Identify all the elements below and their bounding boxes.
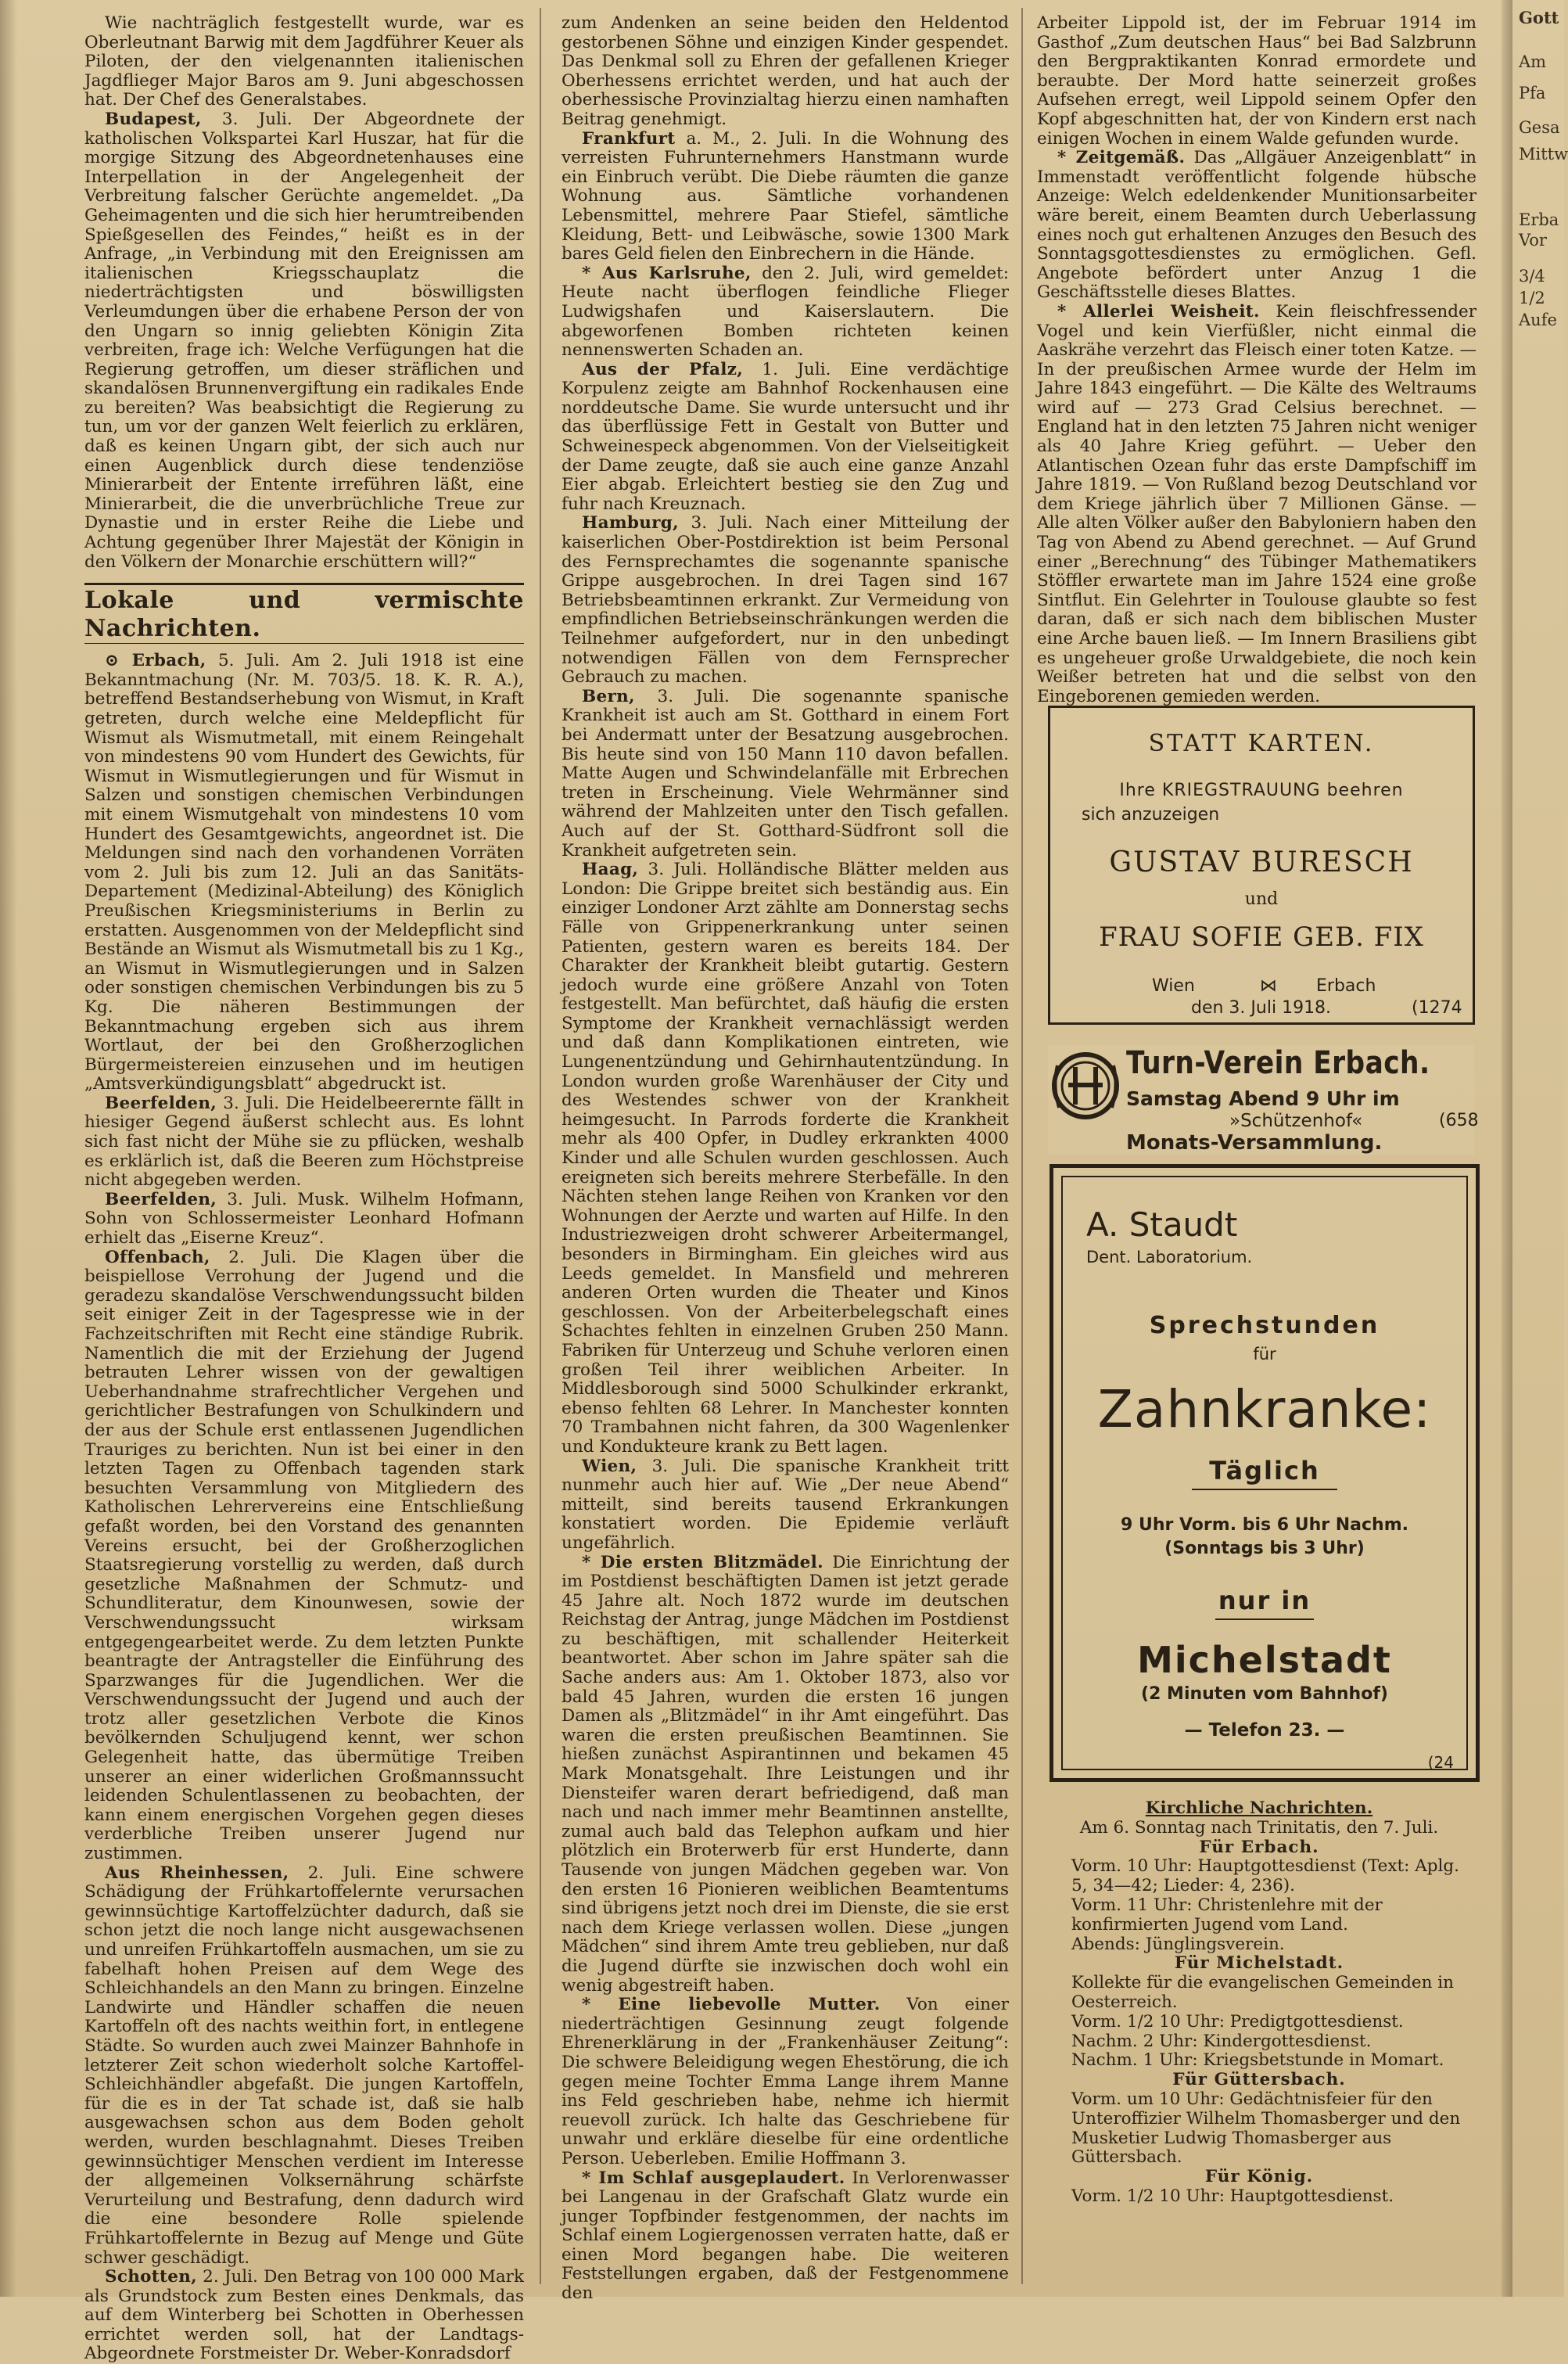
article-text: 2. Juli. Eine schwere Schädigung der Frühkartoffelernte verursachen gewinnsüchtige Kartoffelzüchter dadurch, daß sie schon jetzt die noch lange nicht ausgewachsenen und unreifen Frühkartoffeln ausmachen, um sie zu fabelhaft hohen Preisen auf dem Wege des Schleichhandels an den Mann zu bringen. Einzelne Landwirte und Händler schaffen die neuen Kartoffeln oft des nachts weithin fort, in entlegene Städte. So wurden auch zwei Mainzer Bahnhofe in letzterer Zeit schon wiederholt solche Kartoffel-Schleichhändler abgefaßt. Die jungen Kartoffeln, für die es in der Tat schade ist, daß sie halb ausgewachsen schon aus dem Boden geholt werden, wurden beschlagnahmt. Dieses Treiben gewinnsüchtiger Menschen verdient im Interesse der allgemeinen Volksernährung schärfste Verurteilung und Bestrafung, denn dadurch wird die eine besondere Rolle spielende Frühkartoffelernte in Bezug auf Menge und Güte schwer geschädigt. xyxy=(84,1863,524,2268)
divider xyxy=(1192,1489,1337,1490)
parish-heading: Für König. xyxy=(1204,2167,1314,2187)
ad-dentist xyxy=(1050,1164,1480,1782)
ad-line: Ihre KRIEGSTRAUUNG beehren xyxy=(1119,781,1404,800)
article-text: den 2. Juli, wird gemeldet: Heute nacht überflogen feindliche Flieger Ludwigshafen und Kaiserslautern. Die abgeworfenen Bomben richteten keinen nennenswerten Schaden an. xyxy=(562,263,1010,361)
ad-venue: »Schützenhof« xyxy=(1229,1111,1363,1131)
fragment-text: Aufe xyxy=(1519,311,1557,329)
lead-paragraph: Wie nachträglich festgestellt wurde, war es Oberleutnant Barwig mit dem Jagdführer Keuer als Piloten, der den vielgenannten italienischen Jagdflieger Major Baros am 9. Juni abgeschossen hat. Der Chef des Generalstabes. xyxy=(84,13,524,110)
ad-number: (658 xyxy=(1439,1111,1479,1130)
fragment-text: 1/2 xyxy=(1519,289,1545,307)
column-2 xyxy=(562,13,1010,2304)
fragment-text: Gesa xyxy=(1519,118,1560,137)
article-text: Kein fleischfressender Vogel und kein Vierfüßler, nicht einmal die Aaskrähe verzehrt das Fleisch einer toten Katze. — In der preußischen Armee wurde der Helm im Jahre 1843 eingeführt. — Die Kälte des Weltraums wird auf — 273 Grad Celsius berechnet. — England hat in den letzten 75 Jahren nicht weniger als 40 Jahre Krieg geführt. — Ueber den Atlantischen Ozean fuhr das erste Dampfschiff im Jahre 1819. — Von Rußland bezog Deutschland vor dem Kriege jährlich über 7 Millionen Gänse. — Alle alten Völker außer den Babyloniern haben den Tag von Abend zu Abend gerechnet. — Auf Grund einer „Berechnung“ des Tübinger Mathematikers Stöffler erwartete man im Jahre 1524 eine große Sintflut. Ein Gelehrter in Toulouse glaubte so fest daran, daß er sich nach dem biblischen Muster eine Arche bauen ließ. — Im Innern Brasiliens gibt es ungeheuer große Urwaldgebiete, die noch kein Weißer betreten hat und die selbst von den Eingeborenen gemieden werden. xyxy=(1037,301,1477,706)
article-place: Frankfurt xyxy=(582,128,676,149)
service-line: Kollekte für die evangelischen Gemeinden in Oesterreich. xyxy=(1071,1973,1454,2012)
article-place: Budapest, xyxy=(105,109,202,129)
service-line: Vorm. um 10 Uhr: Gedächtnisfeier für den Unteroffizier Wilhelm Thomasberger und den Musketier Ludwig Thomasberger aus Güttersbach. xyxy=(1071,2089,1461,2168)
ad-line: Täglich xyxy=(1209,1456,1320,1486)
article-zeitgemaess xyxy=(1037,149,1477,303)
ad-town: Michelstadt xyxy=(1137,1639,1392,1681)
article-karlsruhe xyxy=(562,264,1009,361)
page-edge-shadow xyxy=(1502,0,1512,2297)
article-text: 3. Juli. Nach einer Mitteilung der kaiserlichen Ober-Postdirektion ist beim Personal des Fernsprechamtes die sogenannte spanische Grippe ausgebrochen. In drei Tagen sind 167 Betriebsbeamtinnen erkrankt. Zur Vermeidung von empfindlichen Betriebseinschränkungen werden die Teilnehmer aufgefordert, nur in den unbedingt notwendigen Fällen von dem Fernsprecher Gebrauch zu machen. xyxy=(562,513,1009,688)
fragment-text: Erba xyxy=(1519,210,1559,229)
article-place: Bern, xyxy=(582,686,635,706)
ad-line: nur in xyxy=(1218,1586,1311,1615)
church-news-subtitle: Am 6. Sonntag nach Trinitatis, den 7. Juli. xyxy=(1079,1817,1439,1838)
church-news-title: Kirchliche Nachrichten. xyxy=(1145,1798,1373,1818)
place-erbach: Erbach xyxy=(1316,976,1376,996)
ad-line: Sprechstunden xyxy=(1149,1312,1380,1339)
adjacent-page-fragment xyxy=(1512,0,1568,2297)
ad-telephone: — Telefon 23. — xyxy=(1184,1720,1345,1741)
ad-hours: 9 Uhr Vorm. bis 6 Uhr Nachm. xyxy=(1120,1515,1409,1535)
article-mutter xyxy=(562,1996,1009,2168)
article-place: * Eine liebevolle Mutter. xyxy=(582,1995,881,2015)
article-place: * Die ersten Blitzmädel. xyxy=(582,1552,823,1572)
article-wien xyxy=(562,1457,1009,1554)
groom-name: GUSTAV BURESCH xyxy=(1109,846,1414,878)
bride-name: FRAU SOFIE GEB. FIX xyxy=(1099,922,1424,953)
article-text: 3. Juli. Die sogenannte spanische Krankheit ist auch am St. Gotthard in einem Fort bei Andermatt unter der Besatzung ausgebrochen. Bis heute sind von 150 Mann 110 davon befallen. Matte Augen und Schwindelanfälle mit Erbrechen treten in Erscheinung. Viele Wehrmänner sind während der Mahlzeiten unter den Tisch gefallen. Auch auf der St. Gotthard-Südfront soll die Krankheit aufgetreten sein. xyxy=(562,686,1009,860)
article-beerfelden-1 xyxy=(84,1094,524,1191)
article-offenbach xyxy=(84,1248,524,1864)
article-beerfelden-2 xyxy=(84,1191,524,1248)
article-place: * Aus Karlsruhe, xyxy=(582,263,752,283)
article-bern xyxy=(562,688,1009,860)
ad-headline: Zahnkranke: xyxy=(1097,1379,1432,1439)
article-place: Wien, xyxy=(582,1456,637,1476)
ad-footer xyxy=(1050,976,1473,1023)
fragment-text: Am xyxy=(1519,52,1547,71)
article-text: 1. Juli. Eine verdächtige Korpulenz zeigte am Bahnhof Rockenhausen eine norddeutsche Dame. Sie wurde untersucht und ihr das überflüssige Fett in Gestalt von Butter und Schweinespeck abgenommen. Von der Vielseitigkeit der Dame zeugte, daß sie auch eine ganze Anzahl Eier abgab. Erleichtert bestieg sie den Zug und fuhr nach Kreuznach. xyxy=(562,359,1009,514)
article-rheinhessen xyxy=(84,1864,524,2268)
parish-heading: Für Güttersbach. xyxy=(1172,2070,1346,2090)
article-place: Beerfelden, xyxy=(105,1189,217,1209)
ad-conjunction: und xyxy=(1244,889,1279,909)
article-text: Von einer niederträchtigen Gesinnung zeugt folgende Ehrenerklärung in der „Frankenhäuser Zeitung“: Die schwere Beleidigung wegen Ehestörung, die ich gegen meine Tochter Emma Lange ihrem Manne ins Feld geschrieben habe, nehme ich hiermit reuevoll zurück. Ich halte das Geschriebene für unwahr und erkläre dieselbe für eine ordentliche Person. Ueberleben. Emilie Hoffmann 3. xyxy=(562,1995,1009,2168)
article-text: 2. Juli. Den Betrag von 100 000 Mark als Grundstock zum Besten eines Denkmals, das auf dem Winterberg bei Schotten in Oberhessen errichtet werden soll, hat der Landtags-Abgeordnete Forstmeister Dr. Weber-Konradsdorf xyxy=(84,2267,524,2364)
ad-name: A. Staudt xyxy=(1086,1205,1238,1244)
article-blitzmaedel xyxy=(562,1554,1009,1996)
article-text: 5. Juli. Am 2. Juli 1918 ist eine Bekanntmachung (Nr. M. 703/5. 18. K. R. A.), betreffend Bestandserhebung von Wismut, in Kraft getreten, durch welche eine Meldepflicht für Wismut als Wismutmetall, mit einem Reingehalt von mindestens 90 vom Hundert des Gewichts, für Wismut in Wismutlegierungen und für Wismut in Salzen und sonstigen chemischen Verbindungen mit einem Wismutgehalt von mindestens 10 vom Hundert des Gesamtgewichts, angeordnet ist. Die Meldungen sind nach den vorhandenen Vorräten vom 2. Juli bis zum 12. Juli an das Sanitäts-Departement (Medizinal-Abteilung) des Königlich Preußischen Kriegsministeriums in Berlin zu erstatten. Ausgenommen von der Meldepflicht sind Bestände an Wismut als Wismutmetall bis zu 1 Kg., an Wismut in Wismutlegierungen und in Salzen oder sonstigen chemischen Verbindungen bis zu 5 Kg. Die näheren Bestimmungen der Bekanntmachung ergeben sich aus ihrem Wortlaut, der bei den Großherzoglichen Bürgermeistereien einzusehen und im heutigen „Amtsverkündigungsblatt“ abgedruckt ist. xyxy=(84,651,524,1094)
ad-hours: (Sonntags bis 3 Uhr) xyxy=(1164,1539,1365,1558)
article-text: 3. Juli. Der Abgeordnete der katholischen Volkspartei Karl Huszar, hat für die morgige Sitzung des Abgeordnetenhauses eine Interpellation in der Angelegenheit der Verbreitung falscher Gerüchte angemeldet. „Da Geheimagenten und die sich hier herumtreibenden Spießgesellen des Feindes,“ heißt es in der Anfrage, „in Verbindung mit den Ereignissen am italienischen Kriegsschauplatz die niederträchtigsten und böswilligsten Verleumdungen über die erhabene Person der von den Ungarn so innig geliebten Königin Zita verbreiten, frage ich: Welche Verfügungen hat die Regierung getroffen, um dieser sträflichen und skandalösen Brunnenvergiftung ein radikales Ende zu bereiten? Was beabsichtigt die Regierung zu tun, um vor der ganzen Welt feierlich zu erklären, daß es keinen Ungarn gibt, der sich auch nur einen Augenblick durch diese tendenziöse Minierarbeit der Entente irreführen läßt, eine Minierarbeit, die die unverbrüchliche Treue zur Dynastie und in erster Reihe die Liebe und Achtung gegenüber Ihrer Majestät der Königin in den Völkern der Monarchie erschüttern will?“ xyxy=(84,109,524,572)
article-hamburg xyxy=(562,514,1009,687)
article-place: * Zeitgemäß. xyxy=(1057,148,1186,168)
article-text: 3. Juli. Musk. Wilhelm Hofmann, Sohn von Schlossermeister Leonhard Hofmann erhielt das „Eiserne Kreuz“. xyxy=(84,1189,524,1248)
service-line: Vorm. 1/2 10 Uhr: Predigtgottesdienst. xyxy=(1071,2011,1404,2032)
ad-inner-frame xyxy=(1061,1176,1468,1770)
article-weisheit xyxy=(1037,303,1477,706)
fragment-text: Vor xyxy=(1519,231,1547,250)
ad-line: sich anzuzeigen xyxy=(1082,805,1220,825)
article-place: Aus Rheinhessen, xyxy=(105,1863,289,1883)
ad-number: (24 xyxy=(1427,1753,1454,1772)
ad-line: Samstag Abend 9 Uhr im xyxy=(1126,1087,1400,1110)
service-line: Nachm. 2 Uhr: Kindergottesdienst. xyxy=(1071,2031,1372,2051)
fragment-text: Gott xyxy=(1519,8,1559,27)
article-place: Offenbach, xyxy=(105,1247,210,1267)
turnverein-emblem-icon xyxy=(1050,1050,1121,1122)
article-text: Die Einrichtung der im Postdienst beschäftigten Damen ist jetzt gerade 45 Jahre alt. Noch 1872 wurde im deutschen Reichstag der Antrag, junge Mädchen im Postdienst zu beschäftigen, mit schallender Heiterkeit beantwortet. Aber schon im Jahre später sah die Sache anders aus: Am 1. Oktober 1873, also vor bald 45 Jahren, wurden die ersten 16 jungen Damen als „Blitzmädel“ in ihr Amt eingeführt. Das waren die ersten preußischen Beamtinnen. Sie hießen zunächst Aspirantinnen und bekamen 45 Mark Monatsgehalt. Ihre Leistungen und ihr Diensteifer waren derart befriedigend, daß man nach und nach immer mehr Beamtinnen anstellte, zumal auch bald das Telephon aufkam und hier plötzlich ein Broterwerb für erst Hunderte, dann Tausende von jungen Mädchen gegeben war. Von den ersten 16 Pionieren weiblichen Beamtentums sind übrigens jetzt noch drei im Dienste, die sie erst nach dem Kriege verlassen wollen. Diese „jungen Mädchen“ sind ihrem Amte treu geblieben, nur daß die Jugend dürfte sie inzwischen doch wohl ein wenig abgestreift haben. xyxy=(562,1552,1010,1996)
ad-wedding-announcement xyxy=(1048,706,1475,1025)
ad-turnverein xyxy=(1048,1045,1479,1155)
article-text: 3. Juli. Holländische Blätter melden aus London: Die Grippe breitet sich beständig aus. Ein einziger Londoner Arzt zählte am Donnerstag sechs Fälle von Grippenerkrankung unter seinen Patienten, gestern waren es bereits 184. Der Charakter der Krankheit bleibt gutartig. Gestern jedoch wurde eine größere Anzahl von Toten festgestellt. Man befürchtet, daß häufig die ersten Symptome der Krankheit vernachlässigt werden und daß dann Komplikationen eintreten, wie Lungenentzündung und Gehirnhautentzündung. In London wurden große Warenhäuser der City und des Westendes schwer von der Krankheit heimgesucht. In Parrods forderte die Krankheit mehr als 400 Opfer, in Dudley erkrankten 4000 Kinder und alle Schulen wurden geschlossen. Auch ereigneten sich bereits mehrere Sterbefälle. In den Nächten stehen lange Reihen von Kranken vor den Wohnungen der Aerzte und warten auf Hilfe. In den Industriezweigen droht schwerer Arbeitermangel, besonders in Birmingham. Ein gleiches wird aus Leeds gemeldet. In Mansfield und mehreren anderen Orten wurden die Theater und Kinos geschlossen. Von der Arbeiterbelegschaft eines Schachtes fehlten in einzelnen Gruben 250 Mann. Fabriken für Unterzeug und Schuhe verloren einen großen Teil ihrer weiblichen Arbeiter. In Middlesborough sind 5000 Schulkinder erkrankt, ebenso fehlten 68 Lehrer. In Manchester konnten 70 Trambahnen nicht fahren, da 300 Wagenlenker und Kondukteure krank zu Bett lagen. xyxy=(562,860,1009,1457)
article-place: * Allerlei Weisheit. xyxy=(1057,301,1260,322)
ad-line: (2 Minuten vom Bahnhof) xyxy=(1141,1684,1388,1704)
article-place: Hamburg, xyxy=(582,513,679,534)
crossed-swords-icon: ⋈ xyxy=(1260,976,1277,996)
article-schlaf xyxy=(562,2169,1009,2304)
divider xyxy=(1215,1619,1314,1620)
ad-line: für xyxy=(1253,1345,1276,1363)
article-place: Aus der Pfalz, xyxy=(582,359,743,379)
article-text: 3. Juli. Die Heidelbeerernte fällt in hiesiger Gegend äußerst schlecht aus. Es lohnt sich fast nicht der Mühe sie zu pflücken, weshalb es erklärlich ist, daß die Beeren zum Höchstpreise nicht abgegeben werden. xyxy=(84,1093,524,1191)
article-schotten xyxy=(84,2268,524,2364)
article-text: a. M., 2. Juli. In die Wohnung des verreisten Fuhrunternehmers Hanstmann wurde ein Einbruch verübt. Die Diebe räumten die ganze Wohnung aus. Sämtliche vorhandenen Lebensmittel, mehrere Paar Stiefel, sämtliche Kleidung, Bett- und Leibwäsche, sowie 1300 Mark bares Geld fielen den Einbrechern in die Hände. xyxy=(562,128,1009,264)
article-text: Das „Allgäuer Anzeigenblatt“ in Immenstadt veröffentlicht folgende hübsche Anzeige: Welch edeldenkender Munitionsarbeiter wäre bereit, einem Beamten durch Ueberlassung eines noch gut erhaltenen Anzuges den Besuch des Sonntagsgottesdienstes zu ermöglichen. Gefl. Angebote befördert unter Anzug 1 die Geschäftsstelle dieses Blattes. xyxy=(1037,148,1477,303)
column-3 xyxy=(1037,13,1477,706)
place-wien: Wien xyxy=(1152,976,1195,996)
article-frankfurt xyxy=(562,130,1009,264)
article-place: Schotten, xyxy=(105,2267,197,2287)
fragment-text: 3/4 xyxy=(1519,267,1545,286)
service-line: Vorm. 11 Uhr: Christenlehre mit der konfirmierten Jugend vom Land. xyxy=(1071,1895,1383,1935)
service-line: Vorm. 1/2 10 Uhr: Hauptgottesdienst. xyxy=(1071,2186,1394,2206)
service-line: Nachm. 1 Uhr: Kriegsbetstunde in Momart. xyxy=(1071,2050,1444,2071)
page-binding-shadow xyxy=(0,0,17,2297)
article-text: In Verlorenwasser bei Langenau in der Grafschaft Glatz wurde ein junger Topfbinder festgenommen, der nachts im Schlaf einem Logiergenossen verraten hatte, daß er einen Mord begangen habe. Die weiteren Feststellungen ergaben, daß der Festgenommene den xyxy=(562,2168,1009,2304)
fragment-text: Pfa xyxy=(1519,84,1546,102)
ad-subtitle: Dent. Laboratorium. xyxy=(1086,1248,1253,1266)
church-news xyxy=(1040,1799,1478,2207)
column-1 xyxy=(84,13,524,2364)
ad-number: (1274 xyxy=(1412,998,1462,1018)
section-heading: Lokale und vermischte Nachrichten. xyxy=(84,583,524,644)
article-place: * Im Schlaf ausgeplaudert. xyxy=(582,2168,845,2188)
article-schotten-continued: zum Andenken an seine beiden den Heldentod gestorbenen Söhne und einzigen Kinder gespendet. Das Denkmal soll zu Ehren der gefallenen Krieger Oberhessens errichtet werden, und hat auch der oberhessische Provinzialtag hierzu einen namhaften Beitrag genehmigt. xyxy=(562,13,1009,129)
article-place: Beerfelden, xyxy=(105,1093,217,1113)
service-line: Abends: Jünglingsverein. xyxy=(1071,1934,1285,1954)
parish-heading: Für Erbach. xyxy=(1199,1837,1319,1857)
article-haag xyxy=(562,860,1009,1457)
article-text: 3. Juli. Die spanische Krankheit tritt nunmehr auch hier auf. Wie „Der neue Abend“ mitteilt, sind bereits tausend Erkrankungen konstatiert worden. Die Epidemie verläuft ungefährlich. xyxy=(562,1456,1009,1553)
ad-header: STATT KARTEN. xyxy=(1148,730,1375,757)
fragment-text: Mittw xyxy=(1519,145,1568,163)
ad-line: Monats-Versammlung. xyxy=(1126,1131,1383,1155)
article-erbach xyxy=(84,652,524,1094)
article-text: 2. Juli. Die Klagen über die beispiellose Verrohung der Jugend und die geradezu skandalöse Verschwendungssucht bilden seit einiger Zeit in der Tagespresse wie in der Fachzeitschriften mit Recht eine ständige Rubrik. Namentlich die mit der Erziehung der Jugend betrauten Lehrer wissen von der gewaltigen Ueberhandnahme strafrechtlicher Vergehen und gerichtlicher Bestrafungen von Schulkindern und der aus der Schule erst entlassenen Jugendlichen Trauriges zu berichten. Nun ist bei einer in den letzten Tagen zu Offenbach tagenden stark besuchten Versammlung von Mitgliedern des Katholischen Lehrervereins eine Entschließung gefaßt worden, bei den Vorstand des genannten Vereins ersucht, bei der Großherzoglichen Staatsregierung vorstellig zu werden, daß durch gesetzliche Maßnahmen der Schmutz- und Schundliteratur, dem Kinounwesen, sowie der Verschwendungssucht wirksam entgegengearbeitet werde. Zu dem letzten Punkte beantragte der Antragsteller die Einführung des Sparzwanges für die Jugendlichen. Wer die Verschwendungssucht der Jugend und auch der trotz aller gesetzlichen Verbote die Kinos bevölkernden Schuljugend kennt, wer schon Gelegenheit hatte, das übermütige Treiben unserer an einer widerlichen Großmannssucht leidenden Schulentlassenen zu beobachten, der kann einem energischen Vorgehen gegen dieses verderbliche Treiben unserer Jugend nur zustimmen. xyxy=(84,1247,524,1864)
column-rule xyxy=(540,8,541,2284)
article-pfalz xyxy=(562,361,1009,515)
article-budapest xyxy=(84,110,524,572)
service-line: Vorm. 10 Uhr: Hauptgottesdienst (Text: Aplg. 5, 34—42; Lieder: 4, 236). xyxy=(1071,1856,1460,1896)
ad-date: den 3. Juli 1918. xyxy=(1191,998,1332,1018)
ad-title: Turn-Verein Erbach. xyxy=(1126,1045,1430,1081)
article-place: Haag, xyxy=(582,860,639,880)
article-place: ⊙ Erbach, xyxy=(105,651,206,671)
article-schlaf-continued: Arbeiter Lippold ist, der im Februar 1914 im Gasthof „Zum deutschen Haus“ bei Bad Salzbrunn den Bergpraktikanten Konrad ermordete und beraubte. Der Mord hatte seinerzeit großes Aufsehen erregt, weil Lippold seinem Opfer den Kopf abgeschnitten hat, der von Kindern erst nach einigen Wochen in einem Walde gefunden wurde. xyxy=(1037,13,1477,149)
column-rule xyxy=(1021,8,1023,2284)
parish-heading: Für Michelstadt. xyxy=(1174,1953,1344,1974)
